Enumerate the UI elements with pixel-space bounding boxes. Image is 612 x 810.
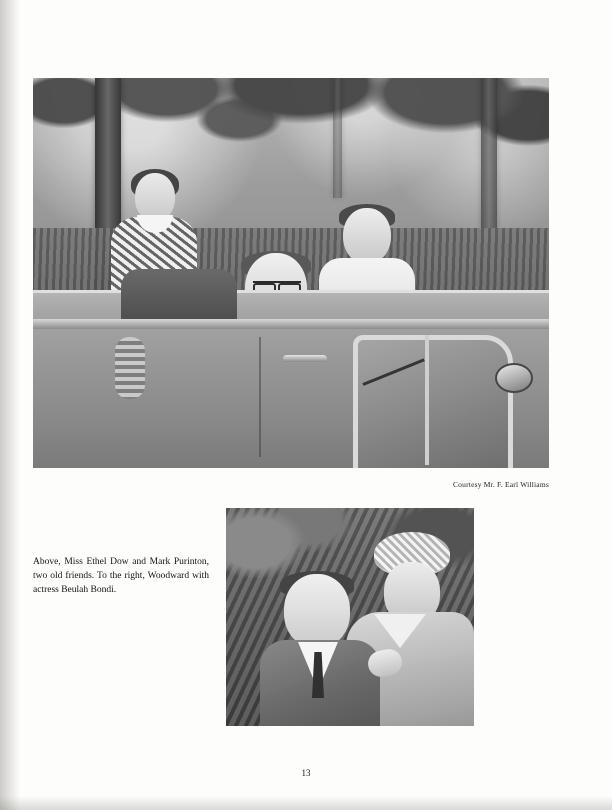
head [284,574,350,648]
tree-trunk [481,78,497,228]
tree-trunk [333,78,342,198]
figure-man-smiling [260,574,380,726]
head [135,173,175,221]
car-door-handle [283,355,327,362]
side-mirror [495,363,533,393]
page-number: 13 [301,768,311,778]
figure-caption: Above, Miss Ethel Dow and Mark Purinton, two old friends. To the right, Woodward with actress Beulah Bondi. [33,557,209,595]
scan-edge-shadow [0,0,20,810]
car-seat-back [121,269,237,319]
seat-spring [115,337,145,399]
photograph-bottom [226,508,474,726]
photo-credit-line: Courtesy Mr. F. Earl Williams [452,480,549,489]
automobile-body [33,290,549,468]
windshield-frame [353,335,513,468]
car-beltline [33,319,549,329]
photograph-top [33,78,549,468]
windshield-brace [425,335,429,465]
scan-edge-shadow [0,796,612,810]
car-door-seam [259,337,261,457]
